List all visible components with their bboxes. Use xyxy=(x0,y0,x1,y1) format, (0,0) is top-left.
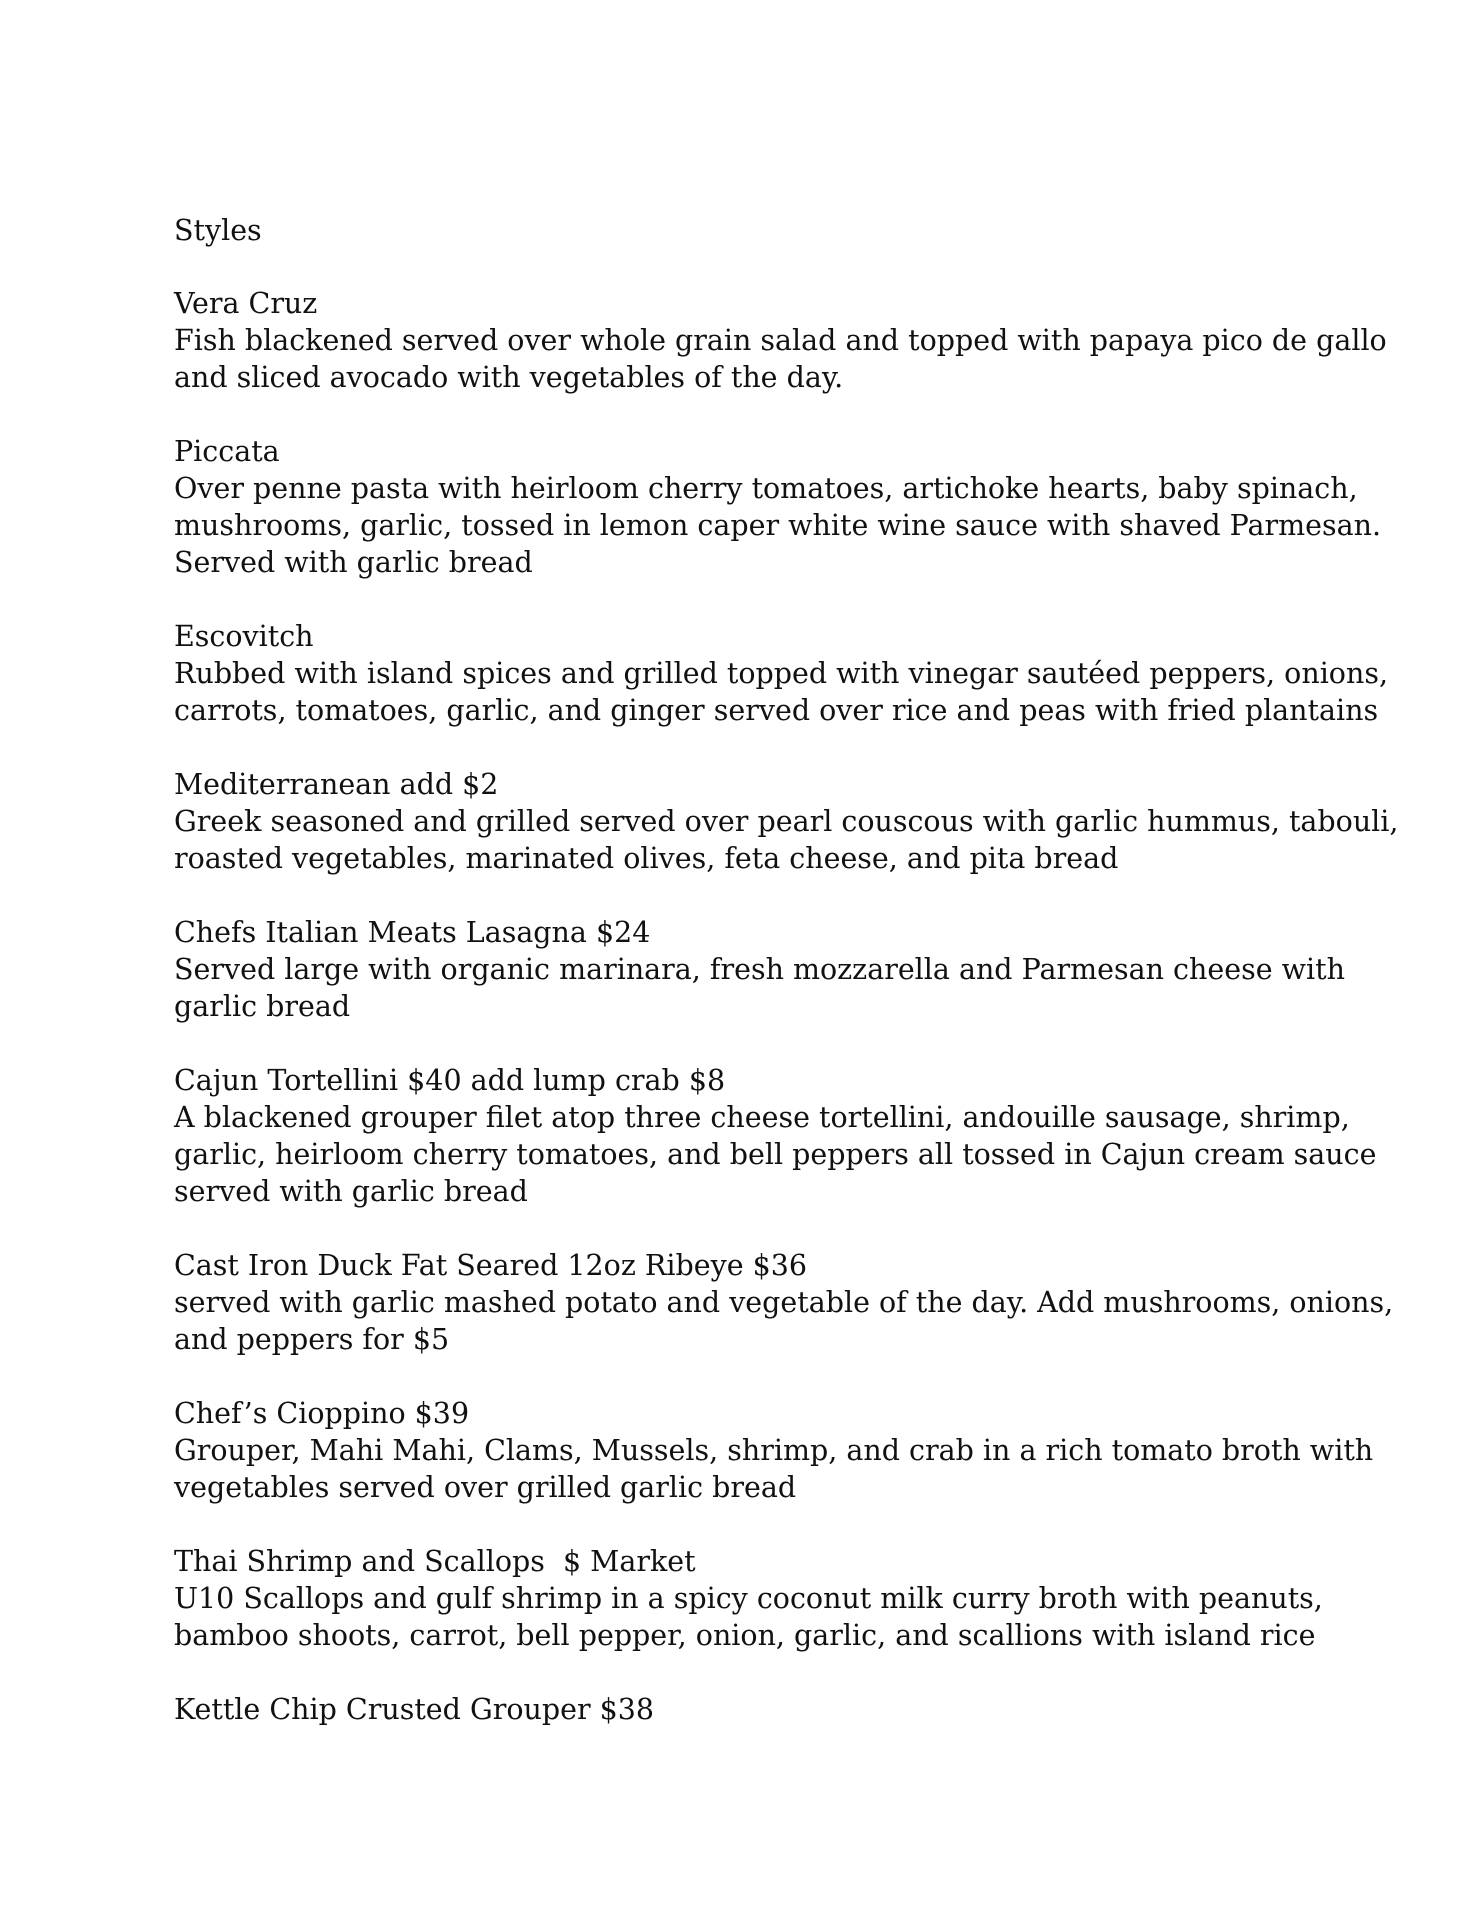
menu-item xyxy=(174,1062,1377,1210)
menu-item xyxy=(174,766,1399,877)
menu-item-description xyxy=(174,1580,1334,1654)
page-heading: Styles xyxy=(174,214,262,247)
menu-item-title: Thai Shrimp and Scallops $ Market xyxy=(174,1545,696,1578)
menu-item-description xyxy=(174,1432,1374,1506)
description-line: roasted vegetables, marinated olives, feta cheese, and pita bread xyxy=(174,842,1119,875)
description-line: A blackened grouper filet atop three cheese tortellini, andouille sausage, shrimp, xyxy=(174,1101,1350,1134)
menu-items-list xyxy=(174,285,1399,1728)
menu-item-title: Cast Iron Duck Fat Seared 12oz Ribeye $36 xyxy=(174,1249,808,1282)
description-line: garlic, heirloom cherry tomatoes, and bell peppers all tossed in Cajun cream sauce xyxy=(174,1138,1377,1171)
description-line: Greek seasoned and grilled served over pearl couscous with garlic hummus, tabouli, xyxy=(174,805,1399,838)
menu-item xyxy=(174,1395,1374,1506)
menu-item xyxy=(174,285,1387,396)
menu-item-title: Kettle Chip Crusted Grouper $38 xyxy=(174,1693,655,1726)
menu-item xyxy=(174,1543,1334,1654)
description-line: garlic bread xyxy=(174,990,351,1023)
menu-item xyxy=(174,1247,1394,1358)
menu-item xyxy=(174,433,1382,581)
description-line: Over penne pasta with heirloom cherry tomatoes, artichoke hearts, baby spinach, xyxy=(174,472,1358,505)
menu-item-title: Cajun Tortellini $40 add lump crab $8 xyxy=(174,1064,726,1097)
menu-item-title: Chefs Italian Meats Lasagna $24 xyxy=(174,916,651,949)
description-line: Served large with organic marinara, fresh mozzarella and Parmesan cheese with xyxy=(174,953,1345,986)
menu-item-title: Piccata xyxy=(174,435,280,468)
menu-item xyxy=(174,914,1345,1025)
menu-item-description xyxy=(174,470,1382,581)
menu-item-title: Vera Cruz xyxy=(174,287,318,320)
description-line: Rubbed with island spices and grilled topped with vinegar sautéed peppers, onions, xyxy=(174,657,1389,690)
description-line: and sliced avocado with vegetables of the day. xyxy=(174,361,844,394)
menu-item-description xyxy=(174,655,1389,729)
description-line: Served with garlic bread xyxy=(174,546,533,579)
menu-item xyxy=(174,618,1389,729)
menu-item-title: Mediterranean add $2 xyxy=(174,768,499,801)
description-line: U10 Scallops and gulf shrimp in a spicy coconut milk curry broth with peanuts, xyxy=(174,1582,1323,1615)
description-line: Fish blackened served over whole grain salad and topped with papaya pico de gallo xyxy=(174,324,1387,357)
menu-page xyxy=(174,212,1399,1765)
menu-item-description xyxy=(174,322,1387,396)
menu-item-title: Escovitch xyxy=(174,620,314,653)
description-line: Grouper, Mahi Mahi, Clams, Mussels, shrimp, and crab in a rich tomato broth with xyxy=(174,1434,1374,1467)
description-line: served with garlic mashed potato and vegetable of the day. Add mushrooms, onions, xyxy=(174,1286,1394,1319)
description-line: bamboo shoots, carrot, bell pepper, onion, garlic, and scallions with island rice xyxy=(174,1619,1316,1652)
description-line: vegetables served over grilled garlic bread xyxy=(174,1471,797,1504)
menu-item-title: Chef’s Cioppino $39 xyxy=(174,1397,470,1430)
menu-item-description xyxy=(174,951,1345,1025)
menu-item-description xyxy=(174,1284,1394,1358)
description-line: and peppers for $5 xyxy=(174,1323,450,1356)
description-line: carrots, tomatoes, garlic, and ginger served over rice and peas with fried plantains xyxy=(174,694,1379,727)
description-line: served with garlic bread xyxy=(174,1175,528,1208)
menu-item-description xyxy=(174,803,1399,877)
menu-item-description xyxy=(174,1099,1377,1210)
menu-item xyxy=(174,1691,1334,1728)
description-line: mushrooms, garlic, tossed in lemon caper white wine sauce with shaved Parmesan. xyxy=(174,509,1382,542)
